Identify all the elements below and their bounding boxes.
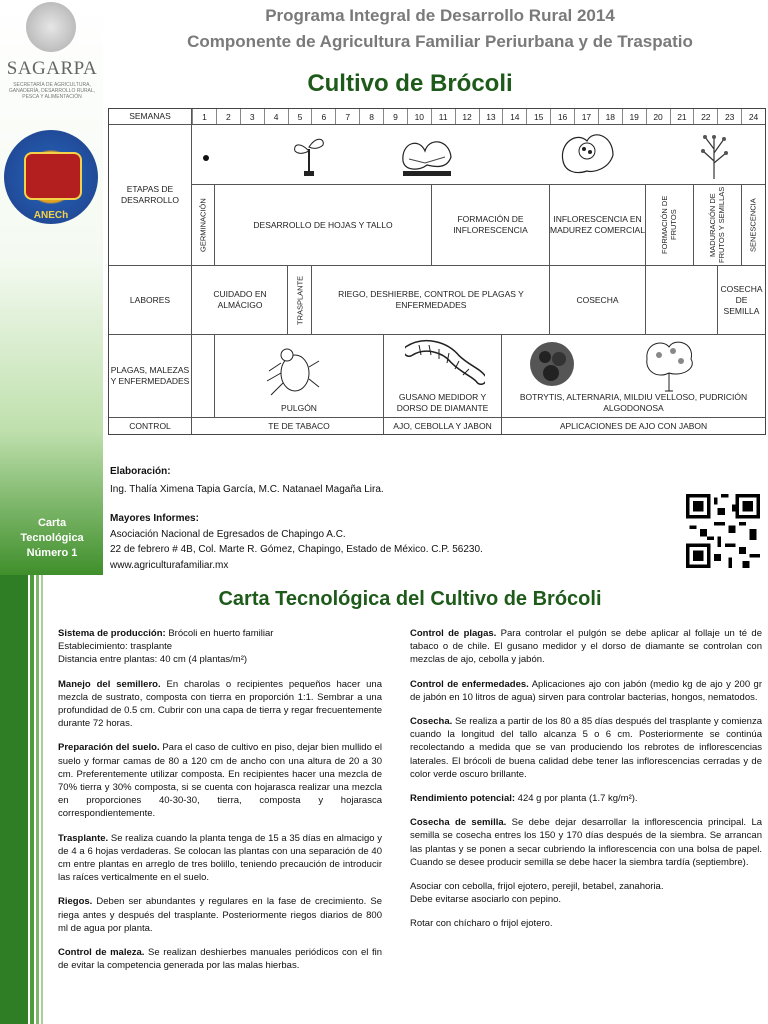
etapa-hojas: DESARROLLO DE HOJAS Y TALLO [253, 219, 393, 230]
semillero-label: Manejo del semillero. [58, 678, 161, 690]
maleza-label: Control de maleza. [58, 947, 145, 959]
carta-line-2: Tecnológica [20, 532, 84, 544]
page-title: Cultivo de Brócoli [307, 70, 513, 97]
week-7: 7 [335, 109, 359, 124]
website-link[interactable]: www.agriculturafamiliar.mx [110, 560, 229, 571]
plagas-label: PLAGAS, MALEZAS Y ENFERMEDADES [110, 365, 190, 386]
semillero-text: En charolas o recipientes pequeños hacer una mezcla de sustrato, composta con tierra en proporción 1:1. Sembrar a una profundidad de 0.5 cm. Cubrir con una capa de tierra y regar frecuentemente durante 72 horas. [58, 678, 382, 730]
control-te: TE DE TABACO [268, 420, 330, 431]
week-20: 20 [646, 109, 670, 124]
semilla-text: Se debe dejar desarrollar la inflorescencia principal. La semilla se cosecha entres los 150 y 170 días después de la siembra. Se arrancan las plantas y se ponen a secar cubriendo la inflorescencia con una bolsa de papel. Cuando se desee producir semilla se debe hacer la siembra tardía (septiembre). [410, 817, 763, 868]
week-15: 15 [526, 109, 550, 124]
week-1: 1 [192, 109, 216, 124]
week-6: 6 [311, 109, 335, 124]
aphid-icon [265, 341, 321, 399]
sistema-text: Brócoli en huerto familiar [165, 628, 274, 639]
etapa-senescencia: SENESCENCIA [748, 198, 758, 252]
carta-line-3: Número 1 [26, 547, 78, 559]
cosecha-text: Se realiza a partir de los 80 a 85 días después del trasplante y comienza cuando la longitud del tallo alcanza 5 o 6 cm. Posteriormente se continúa recolectando a medida que se van produciendo los rebrotes de inflorescencias laterales. El brócoli de buena calidad debe tener las inflorescencias cerradas y de color verde oscuro brillante. [410, 716, 762, 780]
week-5: 5 [288, 109, 312, 124]
seedling-icon [289, 131, 329, 177]
week-18: 18 [598, 109, 622, 124]
week-8: 8 [359, 109, 383, 124]
enfermedades-text: Aplicaciones ajo con jabón (medio kg de ajo y 200 gr de jabón en 10 litros de agua) sirven para controlar bacterias, hongos, nematodos. [410, 678, 762, 703]
botrytis-icon [527, 339, 577, 389]
week-14: 14 [502, 109, 526, 124]
etapa-germinacion: GERMINACIÓN [198, 198, 208, 252]
flowering-plant-icon [699, 129, 729, 181]
week-11: 11 [431, 109, 455, 124]
mexico-seal-icon [26, 2, 76, 52]
elaboracion-label: Elaboración: [110, 466, 171, 477]
week-9: 9 [383, 109, 407, 124]
plaga-gusano: GUSANO MEDIDOR Y DORSO DE DIAMANTE [396, 392, 489, 413]
broccoli-plant-icon [557, 127, 617, 179]
week-4: 4 [264, 109, 288, 124]
establecimiento-text: Establecimiento: trasplante [58, 641, 173, 653]
week-2: 2 [216, 109, 240, 124]
suelo-text: Para el caso de cultivo en piso, dejar bien mullido el suelo y formar camas de 80 a 120 cm de ancho con una altura de 20 a 30 cm. Preferentemente utilizar composta. En recipientes hacer una mezcla de 70% tierra y 30% composta, si se cuenta con hojarasca realizar una mezcla en proporciones 40-30-30, tierra, composta y hojarasca correspondientemente. [58, 742, 382, 820]
rendimiento-label: Rendimiento potencial: [410, 793, 516, 805]
plagas-label: Control de plagas. [410, 628, 497, 639]
plaga-enfermedades: BOTRYTIS, ALTERNARIA, MILDIU VELLOSO, PUDRICIÓN ALGODONOSA [519, 392, 748, 413]
etapa-formacion: FORMACIÓN DE INFLORESCENCIA [453, 214, 528, 235]
right-text-column [410, 627, 762, 942]
week-23: 23 [717, 109, 741, 124]
week-19: 19 [622, 109, 646, 124]
left-text-column [58, 627, 382, 983]
control-aplicaciones: APLICACIONES DE AJO CON JABON [559, 420, 708, 431]
header-line-2: Componente de Agricultura Familiar Periurbana y de Traspatio [187, 32, 693, 51]
enfermedades-label: Control de enfermedades. [410, 678, 529, 690]
anech-label: ANECh [33, 210, 69, 221]
organization: Asociación Nacional de Egresados de Chapingo A.C. [110, 529, 346, 540]
labor-almacigo: CUIDADO EN ALMÁCIGO [213, 289, 267, 310]
etapa-maduracion: MADURACIÓN DE FRUTOS Y SEMILLAS [708, 186, 726, 264]
riegos-text: Deben ser abundantes y regulares en la fase de crecimiento. Se riega antes y después del trasplante. Posteriormente riegos diarios de 800 ml de agua por planta. [58, 896, 382, 934]
sagarpa-logo: SAGARPA [6, 58, 98, 79]
week-13: 13 [479, 109, 503, 124]
green-stripe [41, 575, 43, 1024]
labor-trasplante: TRASPLANTE [295, 275, 305, 325]
sistema-label: Sistema de producción: [58, 628, 166, 639]
informes-label: Mayores Informes: [110, 513, 199, 524]
caterpillar-icon [405, 339, 485, 385]
seed-icon [201, 153, 211, 163]
crop-calendar-table [108, 108, 766, 435]
labor-riego: RIEGO, DESHIERBE, CONTROL DE PLAGAS Y ENFERMEDADES [338, 289, 524, 310]
plagas-text: Para controlar el pulgón se debe aplicar al follaje un té de tabaco o de chile. El gusano medidor y el dorso de diamante se controlan con mezclas de ajo, cebolla y jabón. [410, 628, 762, 666]
suelo-label: Preparación del suelo. [58, 742, 160, 754]
address: 22 de febrero # 4B, Col. Marte R. Gómez, Chapingo, Estado de México. C.P. 56230. [110, 544, 483, 555]
week-10: 10 [407, 109, 431, 124]
trasplante-label: Trasplante. [58, 832, 109, 844]
qr-code-icon[interactable] [686, 494, 760, 568]
semilla-label: Cosecha de semilla. [410, 817, 507, 829]
riegos-label: Riegos. [58, 896, 93, 908]
labor-cosecha: COSECHA [576, 294, 619, 305]
week-22: 22 [693, 109, 717, 124]
week-17: 17 [574, 109, 598, 124]
week-21: 21 [670, 109, 694, 124]
rendimiento-text: 424 g por planta (1.7 kg/m²). [515, 793, 638, 805]
plaga-pulgon: PULGÓN [281, 402, 317, 413]
green-stripe [0, 575, 28, 1024]
week-3: 3 [240, 109, 264, 124]
trasplante-text: Se realiza cuando la planta tenga de 15 a 35 días en almacigo y de 4 a 6 hojas verdaderas. Se colocan las plantas con una separación de 40 cm entre plantas en arreglo de tres bolillo, teniendo precaución de introducir las raíces verticalmente en el suelo. [58, 832, 382, 884]
semanas-label: SEMANAS [129, 111, 171, 121]
asociar-text: Asociar con cebolla, frijol ejotero, perejil, betabel, zanahoria. [410, 881, 664, 893]
etapa-madurez: INFLORESCENCIA EN MADUREZ COMERCIAL [550, 214, 645, 235]
header-line-1: Programa Integral de Desarrollo Rural 2014 [265, 6, 615, 25]
carta-numero [12, 516, 92, 561]
anech-shield-icon [24, 152, 82, 200]
cosecha-label: Cosecha. [410, 716, 453, 728]
labores-label: LABORES [129, 294, 171, 305]
sagarpa-subtitle: SECRETARÍA DE AGRICULTURA, GANADERÍA, DESARROLLO RURAL, PESCA Y ALIMENTACIÓN [8, 82, 96, 100]
green-stripe [30, 575, 34, 1024]
labor-cosecha-semilla: COSECHA DE SEMILLA [720, 283, 763, 316]
maleza-text: Se realizan deshierbes manuales periódicos con el fin de evitar la competencia generada por las malas hierbas. [58, 947, 383, 972]
rotar-text: Rotar con chícharo o frijol ejotero. [410, 918, 553, 930]
control-ajo: AJO, CEBOLLA Y JABON [393, 420, 492, 431]
distancia-text: Distancia entre plantas: 40 cm (4 plantas/m²) [58, 654, 248, 666]
week-16: 16 [550, 109, 574, 124]
section-title: Carta Tecnológica del Cultivo de Brócoli [218, 588, 602, 610]
green-stripe [36, 575, 39, 1024]
authors: Ing. Thalía Ximena Tapia García, M.C. Natanael Magaña Lira. [110, 484, 384, 495]
week-12: 12 [455, 109, 479, 124]
evitarse-text: Debe evitarse asociarlo con pepino. [410, 894, 562, 906]
diseased-broccoli-icon [641, 337, 697, 393]
control-label: CONTROL [129, 420, 171, 431]
week-24: 24 [741, 109, 765, 124]
etapa-frutos: FORMACIÓN DE FRUTOS [660, 195, 678, 255]
carta-line-1: Carta [37, 517, 67, 529]
etapas-label: ETAPAS DE DESARROLLO [120, 184, 180, 205]
young-plant-icon [395, 131, 457, 179]
